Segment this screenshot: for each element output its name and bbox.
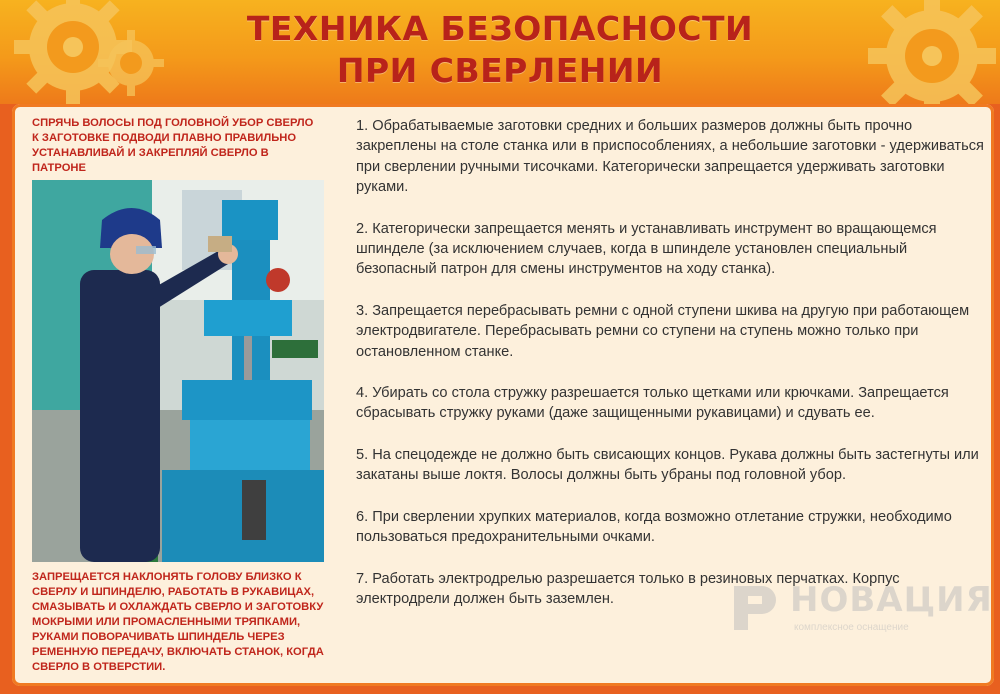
page-title [0,8,1000,92]
rule-item: 2. Категорически запрещается менять и устанавливать инструмент во вращающемся шпинделе (за исключением случаев, когда в шпинделе установлен специальный безопасный патрон для смены инструментов на ходу станка). [356,220,937,278]
watermark [718,574,998,638]
rule-item: 4. Убирать со стола стружку разрешается только щетками или крючками. Запрещается сбрасывать стружку руками (даже защищенными рукавицами) и сдувать ее. [356,385,949,422]
title-line-2: ПРИ СВЕРЛЕНИИ [336,51,664,90]
rule-item: 1. Обрабатываемые заготовки средних и больших размеров должны быть прочно закреплены на столе станка или в приспособлениях, а небольшие заготовки - удерживаться при сверлении ручными тисочками. Категорически запрещается удерживать заготовки руками. [356,118,984,196]
watermark-subtitle: комплексное оснащение [794,622,909,633]
poster-header [0,0,1000,104]
rule-item: 5. На спецодежде не должно быть свисающих концов. Рукава должны быть застегнуты или закатаны выше локтя. Волосы должны быть убраны под головной убор. [356,446,979,484]
drilling-photo [32,180,324,562]
rule-item: 7. Работать электродрелью разрешается только в резиновых перчатках. Корпус электродрели должен быть заземлен. [356,570,900,607]
rule-item: 3. Запрещается перебрасывать ремни с одной ступени шкива на другую при работающем электродвигателе. Перебрасывать ремни со ступени на ступень можно только при остановленном станке. [356,302,970,360]
bottom-caption: ЗАПРЕЩАЕТСЯ НАКЛОНЯТЬ ГОЛОВУ БЛИЗКО К СВЕРЛУ И ШПИНДЕЛЮ, РАБОТАТЬ В РУКАВИЦАХ, СМАЗЫВАТЬ И ОХЛАЖДАТЬ СВЕРЛО И ЗАГОТОВКУ МОКРЫМИ ИЛИ ПРОМАСЛЕННЫМИ ТРЯПКАМИ, РУКАМИ ПОВОРАЧИВАТЬ ШПИНДЕЛЬ ЧЕРЕЗ РЕМЕННУЮ ПЕРЕДАЧУ, ВКЛЮЧАТЬ СТАНОК, КОГДА СВЕРЛО В ОТВЕРСТИИ. [32,571,324,673]
safety-rules [356,116,984,630]
watermark-brand: НОВАЦИЯ [790,580,993,620]
title-line-1: ТЕХНИКА БЕЗОПАСНОСТИ [246,9,754,48]
rule-item: 6. При сверлении хрупких материалов, когда возможно отлетание стружки, необходимо пользоваться предохранительными очками. [356,508,952,546]
top-caption: СПРЯЧЬ ВОЛОСЫ ПОД ГОЛОВНОЙ УБОР СВЕРЛО К ЗАГОТОВКЕ ПОДВОДИ ПЛАВНО ПРАВИЛЬНО УСТАНАВЛИВАЙ И ЗАКРЕПЛЯЙ СВЕРЛО В ПАТРОНЕ [32,117,314,174]
watermark-logo-icon [728,578,784,634]
